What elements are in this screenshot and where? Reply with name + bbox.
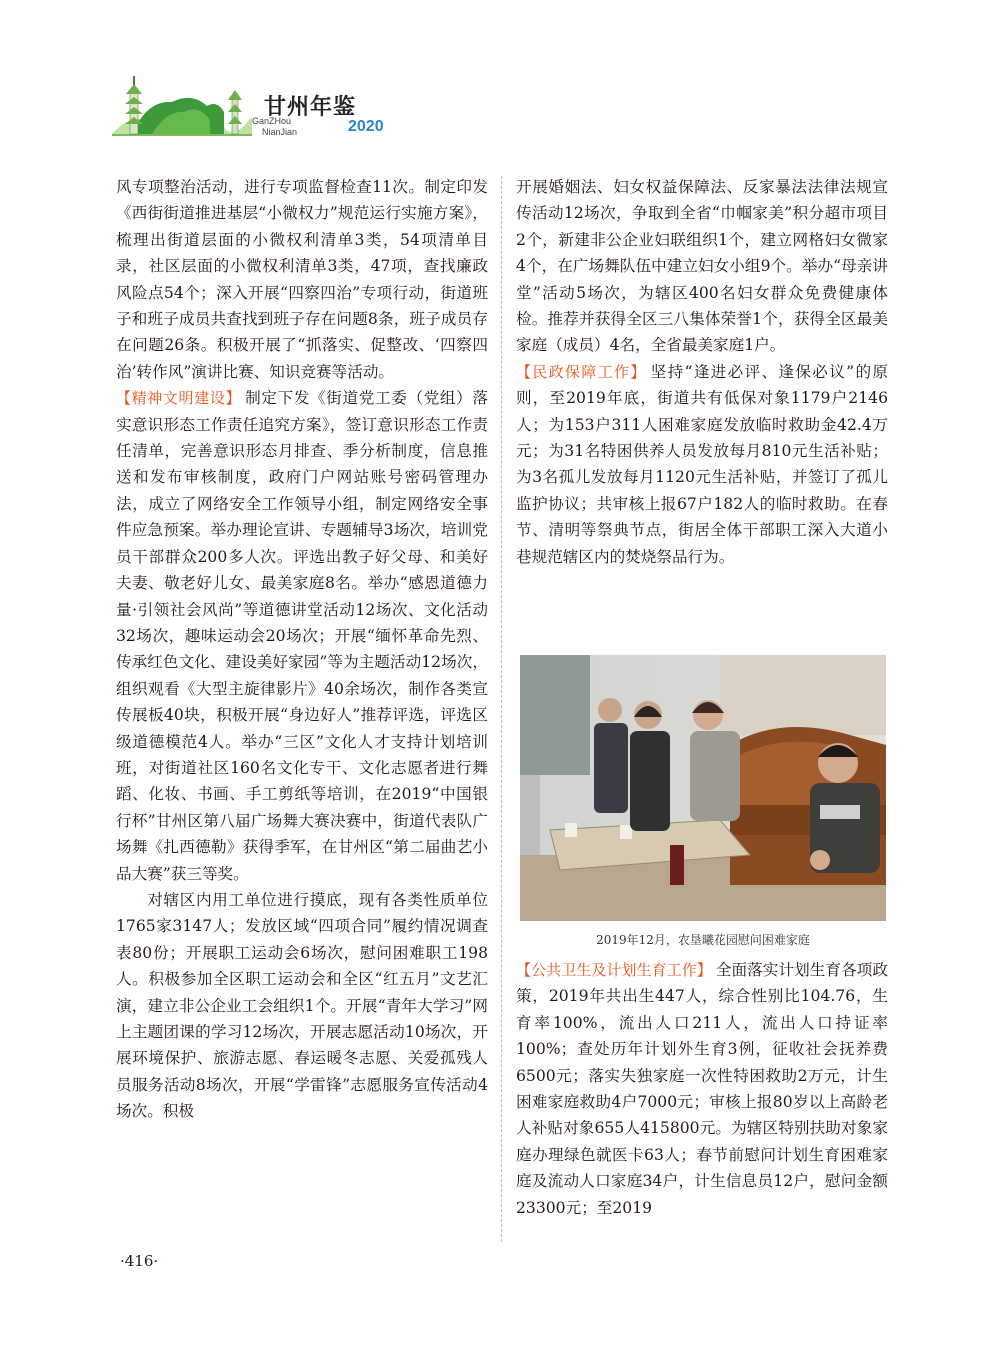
landscape-pagoda-illustration (112, 72, 252, 144)
section-text: 制定下发《街道党工委（党组）落实意识形态工作责任追究方案》，签订意识形态工作责任清单，完善意识形态月排查、季分析制度，信息推送和发布审核制度，政府门户网站账号密码管理办法，成立了网络安全工作领导小组，制定网络安全事件应急预案。举办理论宣讲、专题辅导3场次，培训党员干部群众200多人次。评选出教子好父母、和美好夫妻、敬老好儿女、最美家庭8名。举办“感恩道德力量·引领社会风尚”等道德讲堂活动12场次、文化活动32场次，趣味运动会20场次；开展“缅怀革命先烈、传承红色文化、建设美好家园”等为主题活动12场次，组织观看《大型主旋律影片》40余场次，制作各类宣传展板40块，积极开展“身边好人”推荐评选，评选区级道德模范4人。举办“三区”文化人才支持计划培训班，对街道社区160名文化专干、文化志愿者进行舞蹈、化妆、书画、手工剪纸等培训，在2019“中国银行杯”甘州区第八届广场舞大赛决赛中，街道代表队广场舞《扎西德勒》获得季军，在甘州区“第二届曲艺小品大赛”获三等奖。 (116, 389, 488, 883)
yearbook-title-en (252, 116, 297, 138)
left-column (116, 174, 488, 1125)
left-paragraph-1: 风专项整治活动，进行专项监督检查11次。制定印发《西街街道推进基层“小微权力”规范运行实施方案》，梳理出街道层面的小微权利清单3类，54项清单目录，社区层面的小微权利清单3类，47项，查找廉政风险点54个；深入开展“四察四治”专项行动，街道班子和班子成员共查找到班子存在问题8条，班子成员存在问题26条。积极开展了“抓落实、促整改、‘四察四治’转作风”演讲比赛、知识竞赛等活动。 (116, 178, 488, 381)
section-spiritual-civilization (116, 385, 488, 887)
title-en-line1: GanZHou (252, 116, 292, 126)
left-paragraph-3: 对辖区内用工单位进行摸底，现有各类性质单位1765家3147人；发放区域“四项合同”履约情况调查表80份；开展职工运动会6场次，慰问困难职工198人。积极参加全区职工运动会和全区“红五月”文艺汇演，建立非公企业工会组织1个。开展“青年大学习”网上主题团课的学习12场次，开展志愿活动10场次，开展环境保护、旅游志愿、春运暖冬志愿、关爱孤残人员服务活动8场次，开展“学雷锋”志愿服务宣传活动4场次。积极 (116, 890, 488, 1121)
right-paragraph-1: 开展婚姻法、妇女权益保障法、反家暴法法律法规宣传活动12场次，争取到全省“巾帼家美”积分超市项目2个，新建非公企业妇联组织1个，建立网格妇女微家4个，在广场舞队伍中建立妇女小组9个。举办“母亲讲堂”活动5场次，为辖区400名妇女群众免费健康体检。推荐并获得全区三八集体荣誉1个，获得全区最美家庭（成员）4名，全省最美家庭1户。 (516, 178, 888, 355)
yearbook-header (112, 72, 442, 144)
photo-caption: 2019年12月，农垦曦花园慰问困难家庭 (596, 933, 810, 947)
yearbook-year: 2020 (348, 118, 384, 135)
page-number: ·416· (120, 1252, 159, 1270)
section-text: 坚持“逢进必评、逢保必议”的原则，至2019年底，街道共有低保对象1179户2146人；为153户311人困难家庭发放临时救助金42.4万元；为31名特困供养人员发放每月810元生活补贴；为3名孤儿发放每月1120元生活补贴，并签订了孤儿监护协议；共审核上报67户182人的临时救助。在春节、清明等祭典节点，街居全体干部职工深入大道小巷规范辖区内的焚烧祭品行为。 (516, 362, 888, 566)
yearbook-title-cn: 甘州年鉴 (264, 94, 357, 120)
section-title: 【公共卫生及计划生育工作】 (516, 961, 712, 979)
section-civil-affairs (516, 359, 888, 570)
title-en-line2: NianJian (262, 127, 298, 137)
section-text: 全面落实计划生育各项政策，2019年共出生447人，综合性别比104.76，生育率100%，流出人口211人，流出人口持证率100%；查处历年计划外生育3例，征收社会抚养费6500元；落实失独家庭一次性特困救助2万元，计生困难家庭救助4户7000元；审核上报80岁以上高龄老人补贴对象655人415800元。为辖区特别扶助对象家庭办理绿色就医卡63人；春节前慰问计划生育困难家庭及流动人口家庭34户，计生信息员12户，慰问金额23300元；至2019 (516, 961, 888, 1217)
section-public-health (516, 957, 888, 1221)
section-title: 【民政保障工作】 (516, 362, 647, 381)
section-title: 【精神文明建设】 (116, 389, 242, 408)
photo-visit-family (520, 655, 886, 921)
column-divider (501, 176, 502, 1242)
right-column (516, 174, 888, 570)
right-column-lower (516, 957, 888, 1221)
